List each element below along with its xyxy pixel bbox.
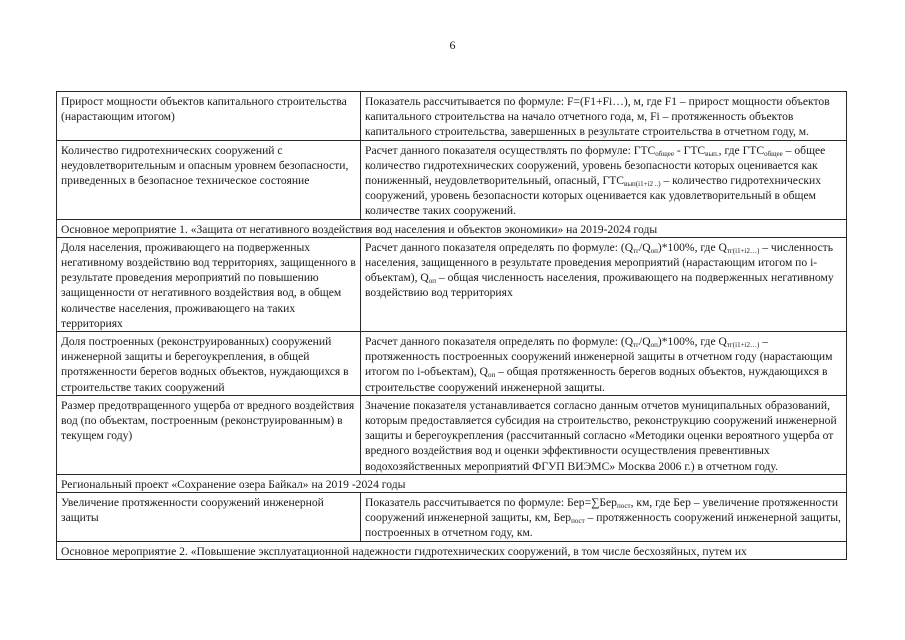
indicator-name-cell: Прирост мощности объектов капитального строительства (нарастающим итогом) (57, 92, 361, 141)
formula-cell: Расчет данного показателя определять по формуле: $(Q_{тг}/Q_{оп})*100\%$, где $Q_{тг(i1+i2\dots)}$ – протяженность построенных сооружений инженерной защиты в отчетном году (нарастающим итогом по i-объектам), $Q_{оп}$ – общая протяженность берегов водных объектов, нуждающихся в строительстве сооружений инженерной защиты. (361, 332, 847, 396)
table-row (57, 332, 847, 396)
section-row (57, 474, 847, 492)
indicators-table (56, 91, 847, 560)
formula-cell: Показатель рассчитывается по формуле: F=(F1+Fi…), м, где F1 – прирост мощности объектов капитального строительства на начало отчетного года, м, Fi – протяженность объектов капитального строительства, завершенных в результате строительства в отчетном году, м. (361, 92, 847, 141)
page-number: 6 (449, 38, 456, 52)
section-row (57, 541, 847, 559)
table-row (57, 395, 847, 474)
section-heading: Основное мероприятие 2. «Повышение эксплуатационной надежности гидротехнических сооружений, в том числе бесхозяйных, путем их (57, 541, 847, 559)
section-row (57, 219, 847, 237)
section-heading: Основное мероприятие 1. «Защита от негативного воздействия вод населения и объектов экономики» на 2019-2024 годы (57, 219, 847, 237)
indicator-name-cell: Количество гидротехнических сооружений с неудовлетворительным и опасным уровнем безопасности, приведенных в безопасное техническое состояние (57, 140, 361, 219)
formula-cell: Расчет данного показателя осуществлять по формуле: $ГТС_{общее} - ГТС_{вып.}$, где $ГТС_{общее}$ – общее количество гидротехнических сооружений, уровень безопасности которых оценивается как пониженный, неудовлетворительный, опасный, $ГТС_{вып(i1+i2 ..)}$ – количество гидротехнических сооружений, уровень безопасности которых оценивается как удовлетворительный в общем количестве таких сооружений. (361, 140, 847, 219)
indicator-name-cell: Доля построенных (реконструированных) сооружений инженерной защиты и берегоукрепления, в общей протяженности берегов водных объектов, нуждающихся в строительстве таких сооружений (57, 332, 361, 396)
table-row (57, 237, 847, 331)
indicator-name-cell: Увеличение протяженности сооружений инженерной защиты (57, 493, 361, 542)
indicator-name-cell: Доля населения, проживающего на подверженных негативному воздействию вод территориях, защищенного в результате проведения мероприятий по повышению защищенности от негативного воздействия вод, в общем количестве населения, проживающего на таких территориях (57, 237, 361, 331)
indicator-name-cell: Размер предотвращенного ущерба от вредного воздействия вод (по объектам, построенным (реконструированным) в текущем году) (57, 395, 361, 474)
section-heading: Региональный проект «Сохранение озера Байкал» на 2019 -2024 годы (57, 474, 847, 492)
table-row (57, 92, 847, 141)
formula-cell: Значение показателя устанавливается согласно данным отчетов муниципальных образований, которым предоставляется субсидия на строительство, реконструкцию сооружений инженерной защиты и берегоукрепления (рассчитанный согласно «Методики оценки вероятного ущерба от вредного воздействия вод и оценки эффективности осуществления превентивных водохозяйственных мероприятий ФГУП ВИЭМС» Москва 2006 г.) в отчетном году. (361, 395, 847, 474)
formula-cell: Показатель рассчитывается по формуле: Бер=∑Бер$_{пост}$, км, где Бер – увеличение протяженности сооружений инженерной защиты, км, Бер$_{пост}$ – протяженность сооружений инженерной защиты, построенных в отчетном году, км. (361, 493, 847, 542)
table-row (57, 140, 847, 219)
formula-cell: Расчет данного показателя определять по формуле: $(Q_{тг}/Q_{оп})*100\%$, где $Q_{тг(i1+i2\dots)}$ – численность населения, защищенного в результате проведения мероприятий (нарастающим итогом по i-объектам), $Q_{оп}$ – общая численность населения, проживающего на подверженных негативному воздействию вод территориях (361, 237, 847, 331)
table-row (57, 493, 847, 542)
